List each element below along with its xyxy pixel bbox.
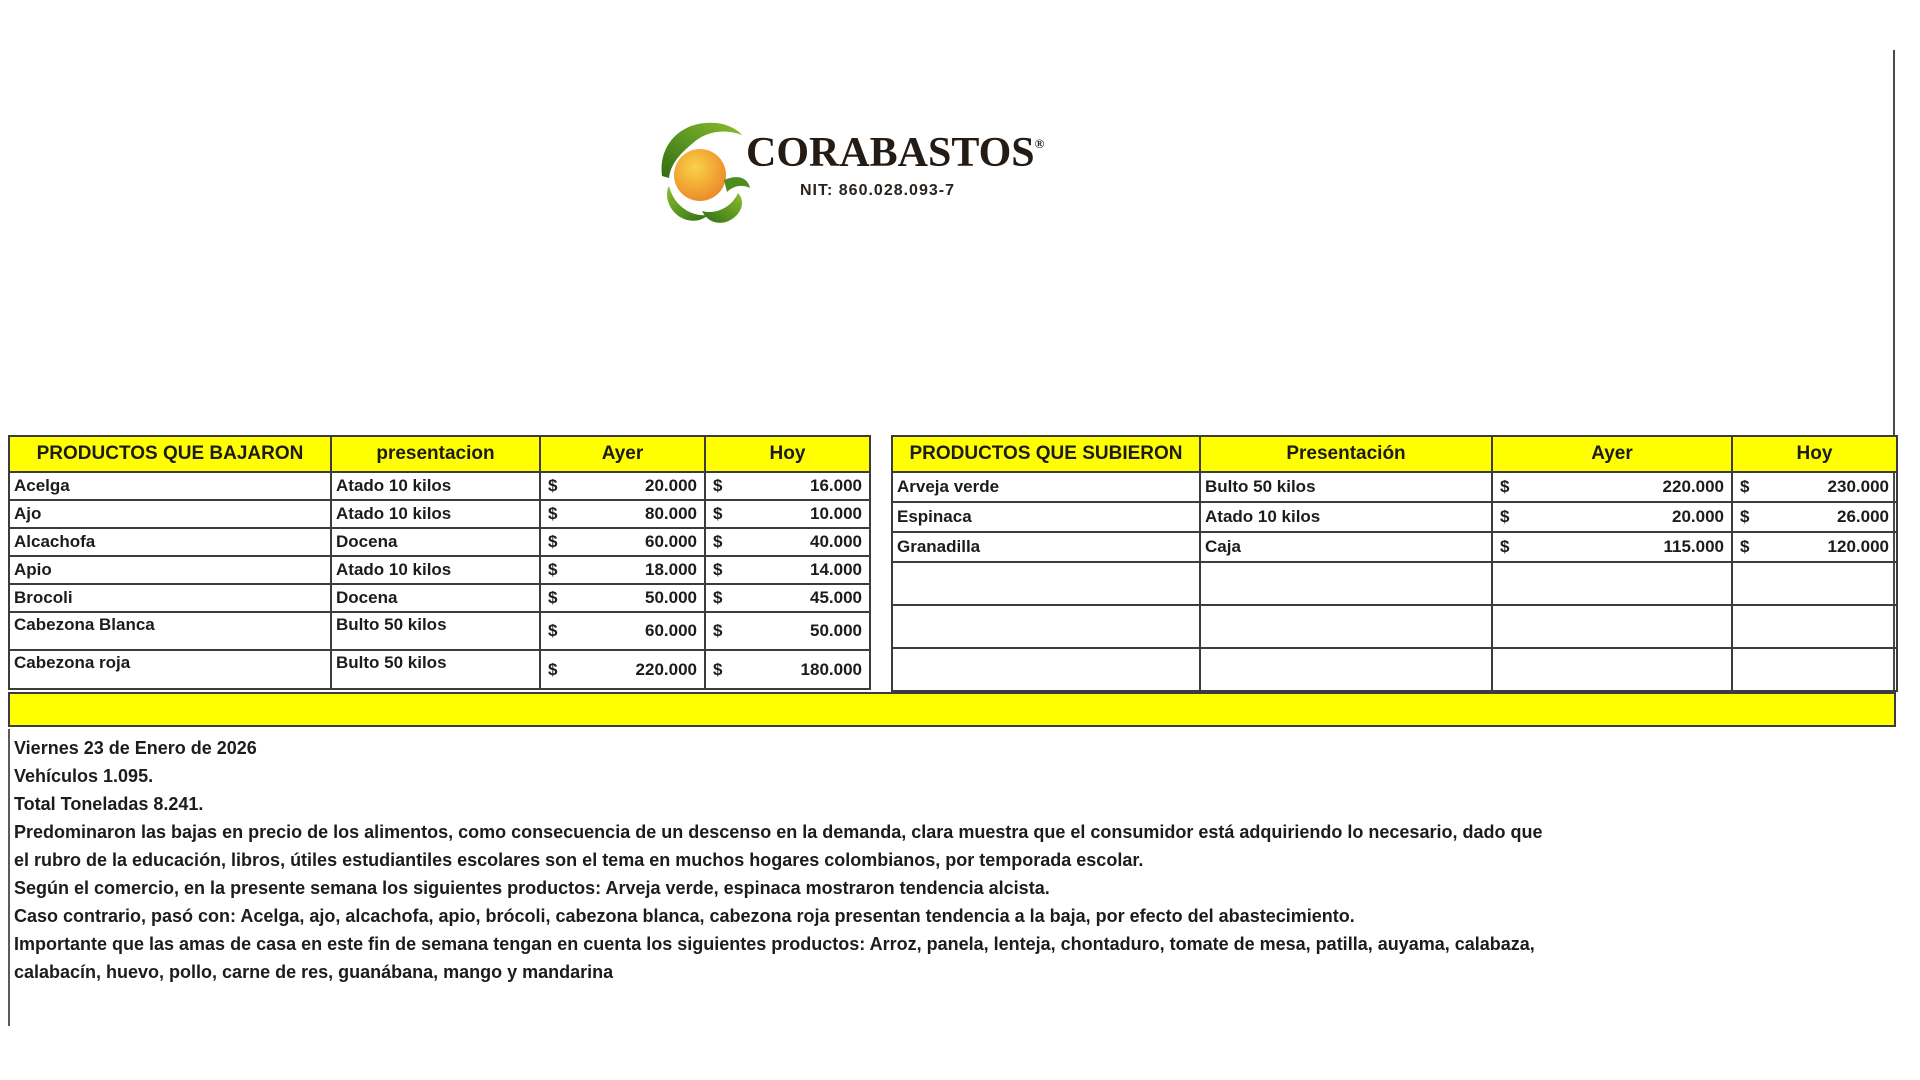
currency-symbol: $ — [713, 659, 723, 679]
yellow-divider-band — [8, 692, 1896, 727]
table-row — [9, 584, 870, 612]
table-row — [892, 472, 1897, 502]
price-value: 14.000 — [810, 560, 862, 579]
price-value: 40.000 — [810, 532, 862, 551]
bajaron-header-row — [9, 436, 870, 472]
currency-symbol: $ — [1740, 537, 1750, 556]
presentation-cell: Atado 10 kilos — [331, 556, 540, 584]
summary-section — [8, 729, 1554, 1026]
header-hoy: Hoy — [705, 436, 870, 472]
currency-symbol: $ — [713, 504, 723, 523]
price-value: 20.000 — [645, 476, 697, 495]
product-cell: Acelga — [9, 472, 331, 500]
price-ayer-cell — [1492, 472, 1732, 502]
table-row — [892, 532, 1897, 562]
logo-nit: NIT: 860.028.093-7 — [800, 182, 955, 199]
price-hoy-cell — [1732, 648, 1897, 691]
table-row — [9, 650, 870, 689]
presentation-cell: Atado 10 kilos — [1200, 502, 1492, 532]
presentation-cell: Atado 10 kilos — [331, 472, 540, 500]
price-hoy-cell — [705, 650, 870, 689]
table-row-empty — [892, 648, 1897, 691]
vehicles-count: Vehículos 1.095. — [14, 766, 154, 786]
price-hoy-cell — [1732, 605, 1897, 648]
price-hoy-cell — [705, 472, 870, 500]
product-cell — [892, 648, 1200, 691]
currency-symbol: $ — [1500, 507, 1510, 526]
logo-wordmark — [746, 132, 1044, 174]
table-row — [9, 472, 870, 500]
product-cell: Cabezona roja — [9, 650, 331, 689]
price-ayer-cell — [1492, 605, 1732, 648]
price-value: 26.000 — [1837, 507, 1889, 526]
price-ayer-cell — [540, 612, 705, 650]
header-productos-bajaron: PRODUCTOS QUE BAJARON — [9, 436, 331, 472]
product-cell: Espinaca — [892, 502, 1200, 532]
currency-symbol: $ — [548, 659, 558, 679]
price-value: 10.000 — [810, 504, 862, 523]
total-tons: Total Toneladas 8.241. — [14, 794, 204, 814]
product-cell: Apio — [9, 556, 331, 584]
price-hoy-cell — [705, 612, 870, 650]
presentation-cell: Docena — [331, 584, 540, 612]
table-row — [9, 556, 870, 584]
price-hoy-cell — [705, 500, 870, 528]
price-hoy-cell — [1732, 532, 1897, 562]
presentation-cell: Atado 10 kilos — [331, 500, 540, 528]
presentation-cell: Bulto 50 kilos — [1200, 472, 1492, 502]
price-ayer-cell — [540, 556, 705, 584]
product-cell — [892, 605, 1200, 648]
product-cell: Brocoli — [9, 584, 331, 612]
price-ayer-cell — [1492, 502, 1732, 532]
header-ayer: Ayer — [1492, 436, 1732, 472]
price-ayer-cell — [1492, 532, 1732, 562]
price-ayer-cell — [540, 528, 705, 556]
header-presentacion: presentacion — [331, 436, 540, 472]
price-value: 115.000 — [1663, 537, 1724, 556]
currency-symbol: $ — [548, 621, 558, 640]
price-value: 80.000 — [645, 504, 697, 523]
product-cell: Arveja verde — [892, 472, 1200, 502]
currency-symbol: $ — [713, 621, 723, 640]
price-value: 18.000 — [645, 560, 697, 579]
currency-symbol: $ — [1740, 507, 1750, 526]
price-value: 230.000 — [1827, 477, 1889, 496]
summary-paragraph: Según el comercio, en la presente semana los siguientes productos: Arveja verde, espinaca mostraron tendencia alcista. — [14, 878, 1050, 898]
summary-paragraph: Caso contrario, pasó con: Acelga, ajo, alcachofa, apio, brócoli, cabezona blanca, cabezona roja presentan tendencia a la baja, por efecto del abastecimiento. — [14, 906, 1355, 926]
subieron-table — [891, 435, 1898, 692]
presentation-cell: Caja — [1200, 532, 1492, 562]
price-ayer-cell — [540, 584, 705, 612]
currency-symbol: $ — [548, 504, 558, 523]
presentation-cell: Bulto 50 kilos — [331, 650, 540, 689]
product-cell: Alcachofa — [9, 528, 331, 556]
currency-symbol: $ — [548, 560, 558, 579]
currency-symbol: $ — [713, 532, 723, 551]
corabastos-fruit-leaf-icon — [658, 114, 750, 231]
header-productos-subieron: PRODUCTOS QUE SUBIERON — [892, 436, 1200, 472]
product-cell: Ajo — [9, 500, 331, 528]
table-row — [892, 502, 1897, 532]
product-cell: Cabezona Blanca — [9, 612, 331, 650]
price-ayer-cell — [540, 650, 705, 689]
price-value: 60.000 — [645, 532, 697, 551]
product-cell: Granadilla — [892, 532, 1200, 562]
price-value: 20.000 — [1672, 507, 1724, 526]
table-row-empty — [892, 562, 1897, 605]
price-hoy-cell — [1732, 472, 1897, 502]
price-ayer-cell — [540, 500, 705, 528]
currency-symbol: $ — [1500, 537, 1510, 556]
corabastos-logo — [658, 112, 1078, 227]
price-hoy-cell — [705, 556, 870, 584]
currency-symbol: $ — [548, 588, 558, 607]
price-value: 180.000 — [800, 659, 862, 679]
price-hoy-cell — [705, 528, 870, 556]
subieron-header-row — [892, 436, 1897, 472]
presentation-cell — [1200, 605, 1492, 648]
price-ayer-cell — [540, 472, 705, 500]
currency-symbol: $ — [1500, 477, 1510, 496]
summary-paragraph: Predominaron las bajas en precio de los alimentos, como consecuencia de un descenso en la demanda, clara muestra que el consumidor está adquiriendo lo necesario, dado que el rubro de la educación, libros, útiles estudiantiles escolares son el tema en muchos hogares colombianos, por temporada escolar. — [14, 822, 1543, 870]
table-row — [9, 528, 870, 556]
price-value: 45.000 — [810, 588, 862, 607]
presentation-cell — [1200, 562, 1492, 605]
currency-symbol: $ — [713, 560, 723, 579]
price-ayer-cell — [1492, 562, 1732, 605]
header-hoy: Hoy — [1732, 436, 1897, 472]
brand-text: CORABASTOS — [746, 130, 1035, 176]
price-ayer-cell — [1492, 648, 1732, 691]
presentation-cell: Docena — [331, 528, 540, 556]
price-hoy-cell — [1732, 502, 1897, 532]
price-value: 220.000 — [635, 659, 697, 679]
table-row — [9, 612, 870, 650]
currency-symbol: $ — [1740, 477, 1750, 496]
presentation-cell: Bulto 50 kilos — [331, 612, 540, 650]
table-row-empty — [892, 605, 1897, 648]
price-value: 120.000 — [1827, 537, 1889, 556]
summary-paragraph: Importante que las amas de casa en este fin de semana tengan en cuenta los siguientes productos: Arroz, panela, lenteja, chontaduro, tomate de mesa, patilla, auyama, calabaza, calabacín, huevo, pollo, carne de res, guanábana, mango y mandarina — [14, 934, 1535, 982]
price-value: 50.000 — [810, 621, 862, 640]
price-value: 50.000 — [645, 588, 697, 607]
price-hoy-cell — [705, 584, 870, 612]
currency-symbol: $ — [548, 532, 558, 551]
price-value: 220.000 — [1662, 477, 1724, 496]
table-row — [9, 500, 870, 528]
currency-symbol: $ — [713, 588, 723, 607]
presentation-cell — [1200, 648, 1492, 691]
currency-symbol: $ — [713, 476, 723, 495]
price-value: 60.000 — [645, 621, 697, 640]
product-cell — [892, 562, 1200, 605]
price-value: 16.000 — [810, 476, 862, 495]
report-date: Viernes 23 de Enero de 2026 — [14, 738, 257, 758]
currency-symbol: $ — [548, 476, 558, 495]
header-presentacion: Presentación — [1200, 436, 1492, 472]
price-hoy-cell — [1732, 562, 1897, 605]
bajaron-table — [8, 435, 871, 690]
header-ayer: Ayer — [540, 436, 705, 472]
registered-mark: ® — [1034, 136, 1045, 151]
